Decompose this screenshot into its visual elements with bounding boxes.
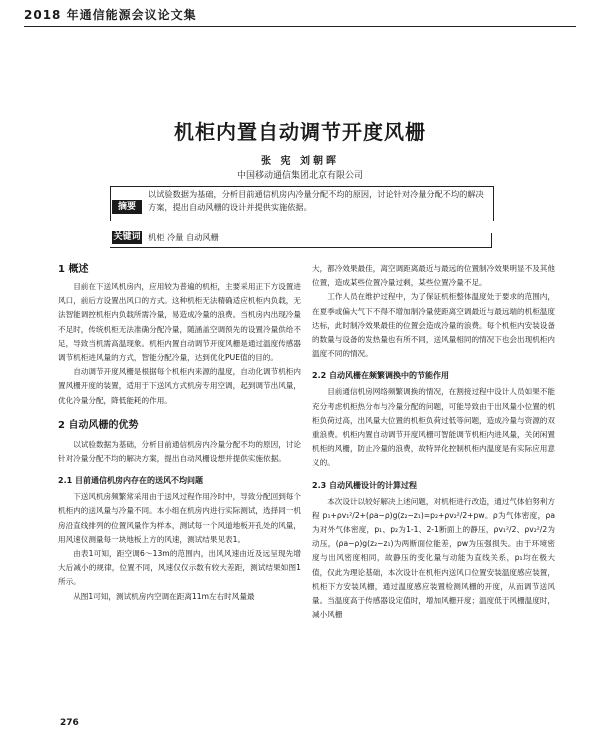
section-2-2-heading: 2.2 自动风栅在频繁调换中的节能作用 bbox=[312, 371, 449, 381]
abstract-text: 以试验数据为基础，分析目前通信机房内冷量分配不均的原因，讨论针对冷量分配不均的解决方案，提出自动风栅的设计并提供实施依据。 bbox=[148, 189, 484, 212]
page-number: 276 bbox=[60, 718, 79, 728]
section-1-heading: 1 概述 bbox=[58, 264, 89, 275]
paper-title: 机柜内置自动调节开度风栅 bbox=[174, 120, 426, 144]
paragraph: 由表1可知，距空调6～13m的范围内，出风风速由近及远呈现先增大后减小的规律，位置不同，风速仅仅示数有较大差距，测试结果如图1所示。 bbox=[58, 549, 301, 587]
paragraph: 下送风机房频繁常采用由于送风过程作用冷时中，导致分配回到每个机柜内的送风量与冷量不同。本小组在机房内进行实际测试，选择同一机房沿直线排列的位置风量作为样本，测试每一个风道地板开孔处的风量，用风速仪测量每一块地板上方的风速，测试结果见表1。 bbox=[58, 492, 301, 544]
paragraph: 目前通信机房网络频繁调换的情况，在割接过程中设计人员如果不能充分考虑机柜热分布与冷量分配的问题，可能导致由于出风量小位置的机柜负荷过高，出风量大位置的机柜负荷过低等问题，造成冷量与资源的双重浪费。机柜内置自动调节开度风栅可智能调节机柜内进风量，关闭闲置机柜的风栅，防止冷量的浪费，故特异化控制机柜内温度是有实际应用意义的。 bbox=[312, 387, 555, 468]
section-2-1-heading: 2.1 目前通信机房内存在的送风不均问题 bbox=[58, 476, 203, 486]
keywords-rule-end bbox=[491, 233, 492, 247]
running-header: 2018 年通信能源会议论文集 bbox=[24, 6, 576, 27]
paragraph: 以试验数据为基础，分析目前通信机房内冷量分配不均的原因，讨论针对冷量分配不均的解决方案，提出自动风栅设想并提供实施依据。 bbox=[58, 439, 301, 464]
keywords-text: 机柜 冷量 自动风栅 bbox=[148, 232, 219, 242]
right-column bbox=[312, 262, 555, 622]
section-2-3-heading: 2.3 自动风栅设计的计算过程 bbox=[312, 480, 417, 490]
paragraph: 工作人员在维护过程中，为了保证机柜整体温度处于要求的范围内，在夏季或偏大气下不得不增加制冷量使距离空调最近与最远端的机柜温度达标，此时制冷效果最佳的位置会造成冷量的浪费。每个机柜内安装设备的数量与设备的发热量也有所不同，送风量相同的情况下也会出现机柜内温度不同的情况。 bbox=[312, 292, 555, 359]
paper-authors: 张 宪 刘朝晖 bbox=[261, 156, 339, 167]
keywords-rule bbox=[110, 247, 492, 248]
paragraph-continued: 大，都冷效果最佳，离空调距离最近与最远的位置制冷效果明显不及其他位置，造成某些位置冷量过剩，某些位置冷量不足。 bbox=[312, 264, 555, 288]
abstract-label: 摘要 bbox=[112, 200, 142, 214]
paragraph: 从图1可知，测试机房内空调在距离11m左右时风量最 bbox=[73, 591, 255, 601]
paragraph: 自动调节开度风栅是根据每个机柜内来源的温度，自动化调节机柜内置风栅开度的装置，适用于下送风方式机房专用空调，起到调节出风量，优化冷量分配，降低能耗的作用。 bbox=[58, 367, 301, 405]
paragraph: 本次设计以较好解决上述问题，对机柜进行改造，通过气体伯努利方程 p₁+ρv₁²/2+(ρa−ρ)g(z₂−z₁)=p₂+ρv₂²/2+pw。ρ为气体密度，ρa为对外气体密度，p₁、p₂为1-1、2-1断面上的静压，ρv₁²/2、ρv₂²/2为动压，(ρa−ρ)g(z₂−z₁)为两断面位能差，pw为压强损失。由于环境密度与出风密度相同，故静压的变化量与动能为直线关系，p₁均在极大值，仅此为理论基础，本次设计在机柜内送风口位置安装温度感应装置，机柜下方安装风栅，通过温度感应装置检测风栅的开度，从而调节送风量。当温度高于传感器设定值时，增加风栅开度；温度低于风栅温度时，减小风栅 bbox=[312, 496, 555, 620]
paper-affiliation: 中国移动通信集团北京有限公司 bbox=[236, 171, 363, 181]
left-column bbox=[58, 262, 301, 604]
paragraph: 目前在下送风机房内，应用较为普遍的机柜，主要采用正下方设置进风口，前后方设置出风口的方式。这种机柜无法精确适应机柜内负载，无法智能调控机柜内负载所需冷量，易造成冷量的浪费。当机房内出现冷量不足时，传统机柜无法准确分配冷量，随涵盖空调预先的设置冷量供给不足，导致当机需高温现象。机柜内置自动调节开度风栅是通过温度传感器调节机柜进风量的方式，智能分配冷量，达到优化PUE值的目的。 bbox=[58, 282, 301, 363]
keywords-label: 关键词 bbox=[113, 232, 141, 242]
section-2-heading: 2 自动风栅的优势 bbox=[58, 419, 139, 431]
